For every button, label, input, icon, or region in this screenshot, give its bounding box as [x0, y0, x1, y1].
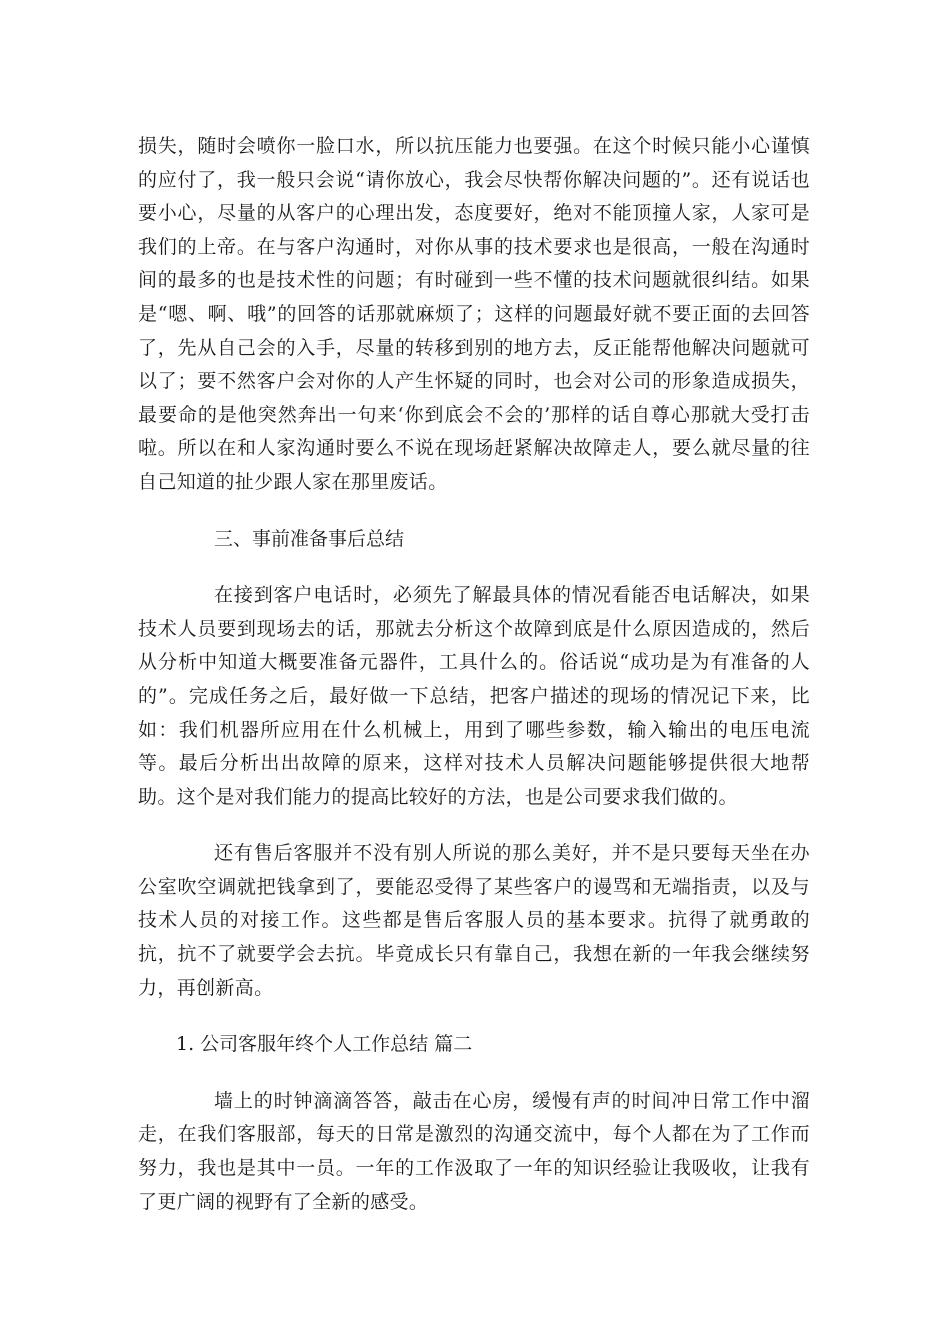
paragraph-gap: [138, 814, 810, 837]
paragraph-1: 损失，随时会喷你一脸口水，所以抗压能力也要强。在这个时候只能小心谨慎的应付了，我一般只会说“请你放心，我会尽快帮你解决问题的”。还有说话也要小心，尽量的从客户的心理出发，态度要好，绝对不能顶撞人家，人家可是我们的上帝。在与客户沟通时，对你从事的技术要求也是很高，一般在沟通时间的最多的也是技术性的问题；有时碰到一些不懂的技术问题就很纠结。如果是“嗯、啊、哦”的回答的话那就麻烦了；这样的问题最好就不要正面的去回答了，先从自己会的入手，尽量的转移到别的地方去，反正能帮他解决问题就可以了；要不然客户会对你的人产生怀疑的同时，也会对公司的形象造成损失，最要命的是他突然奔出一句来‘你到底会不会的’那样的话自尊心那就大受打击啦。所以在和人家沟通时要么不说在现场赶紧解决故障走人，要么就尽量的往自己知道的扯少跟人家在那里废话。: [138, 135, 810, 493]
paragraph-3: 还有售后客服并不没有别人所说的那么美好，并不是只要每天坐在办公室吹空调就把钱拿到了，要能忍受得了某些客户的谩骂和无端指责，以及与技术人员的对接工作。这些都是售后客服人员的基本要求。抗得了就勇敢的抗，抗不了就要学会去抗。毕竟成长只有靠自己，我想在新的一年我会继续努力，再创新高。: [138, 842, 810, 999]
paragraph-2: 在接到客户电话时，必须先了解最具体的情况看能否电话解决，如果技术人员要到现场去的话，那就去分析这个故障到底是什么原因造成的，然后从分析中知道大概要准备元器件，工具什么的。俗话说“成功是为有准备的人的”。完成任务之后，最好做一下总结，把客户描述的现场的情况记下来，比如：我们机器所应用在什么机械上，用到了哪些参数，输入输出的电压电流等。最后分析出出故障的原来，这样对技术人员解决问题能够提供很大地帮助。这个是对我们能力的提高比较好的方法，也是公司要求我们做的。: [138, 584, 810, 808]
paragraph-gap: [138, 500, 810, 523]
paragraph-4: 墙上的时钟滴滴答答，敲击在心房，缓慢有声的时间冲日常工作中溜走，在我们客服部，每天的日常是激烈的沟通交流中，每个人都在为了工作而努力，我也是其中一员。一年的工作汲取了一年的知识经验让我吸收，让我有了更广阔的视野有了全新的感受。: [138, 1089, 810, 1213]
paragraph-gap: [138, 1062, 810, 1085]
section-heading-3: 三、事前准备事后总结: [214, 527, 405, 550]
paragraph-gap: [138, 556, 810, 579]
paragraph-gap: [138, 1005, 810, 1028]
document-body: [138, 130, 810, 1219]
section-heading-part-two: 1. 公司客服年终个人工作总结 篇二: [176, 1033, 473, 1056]
